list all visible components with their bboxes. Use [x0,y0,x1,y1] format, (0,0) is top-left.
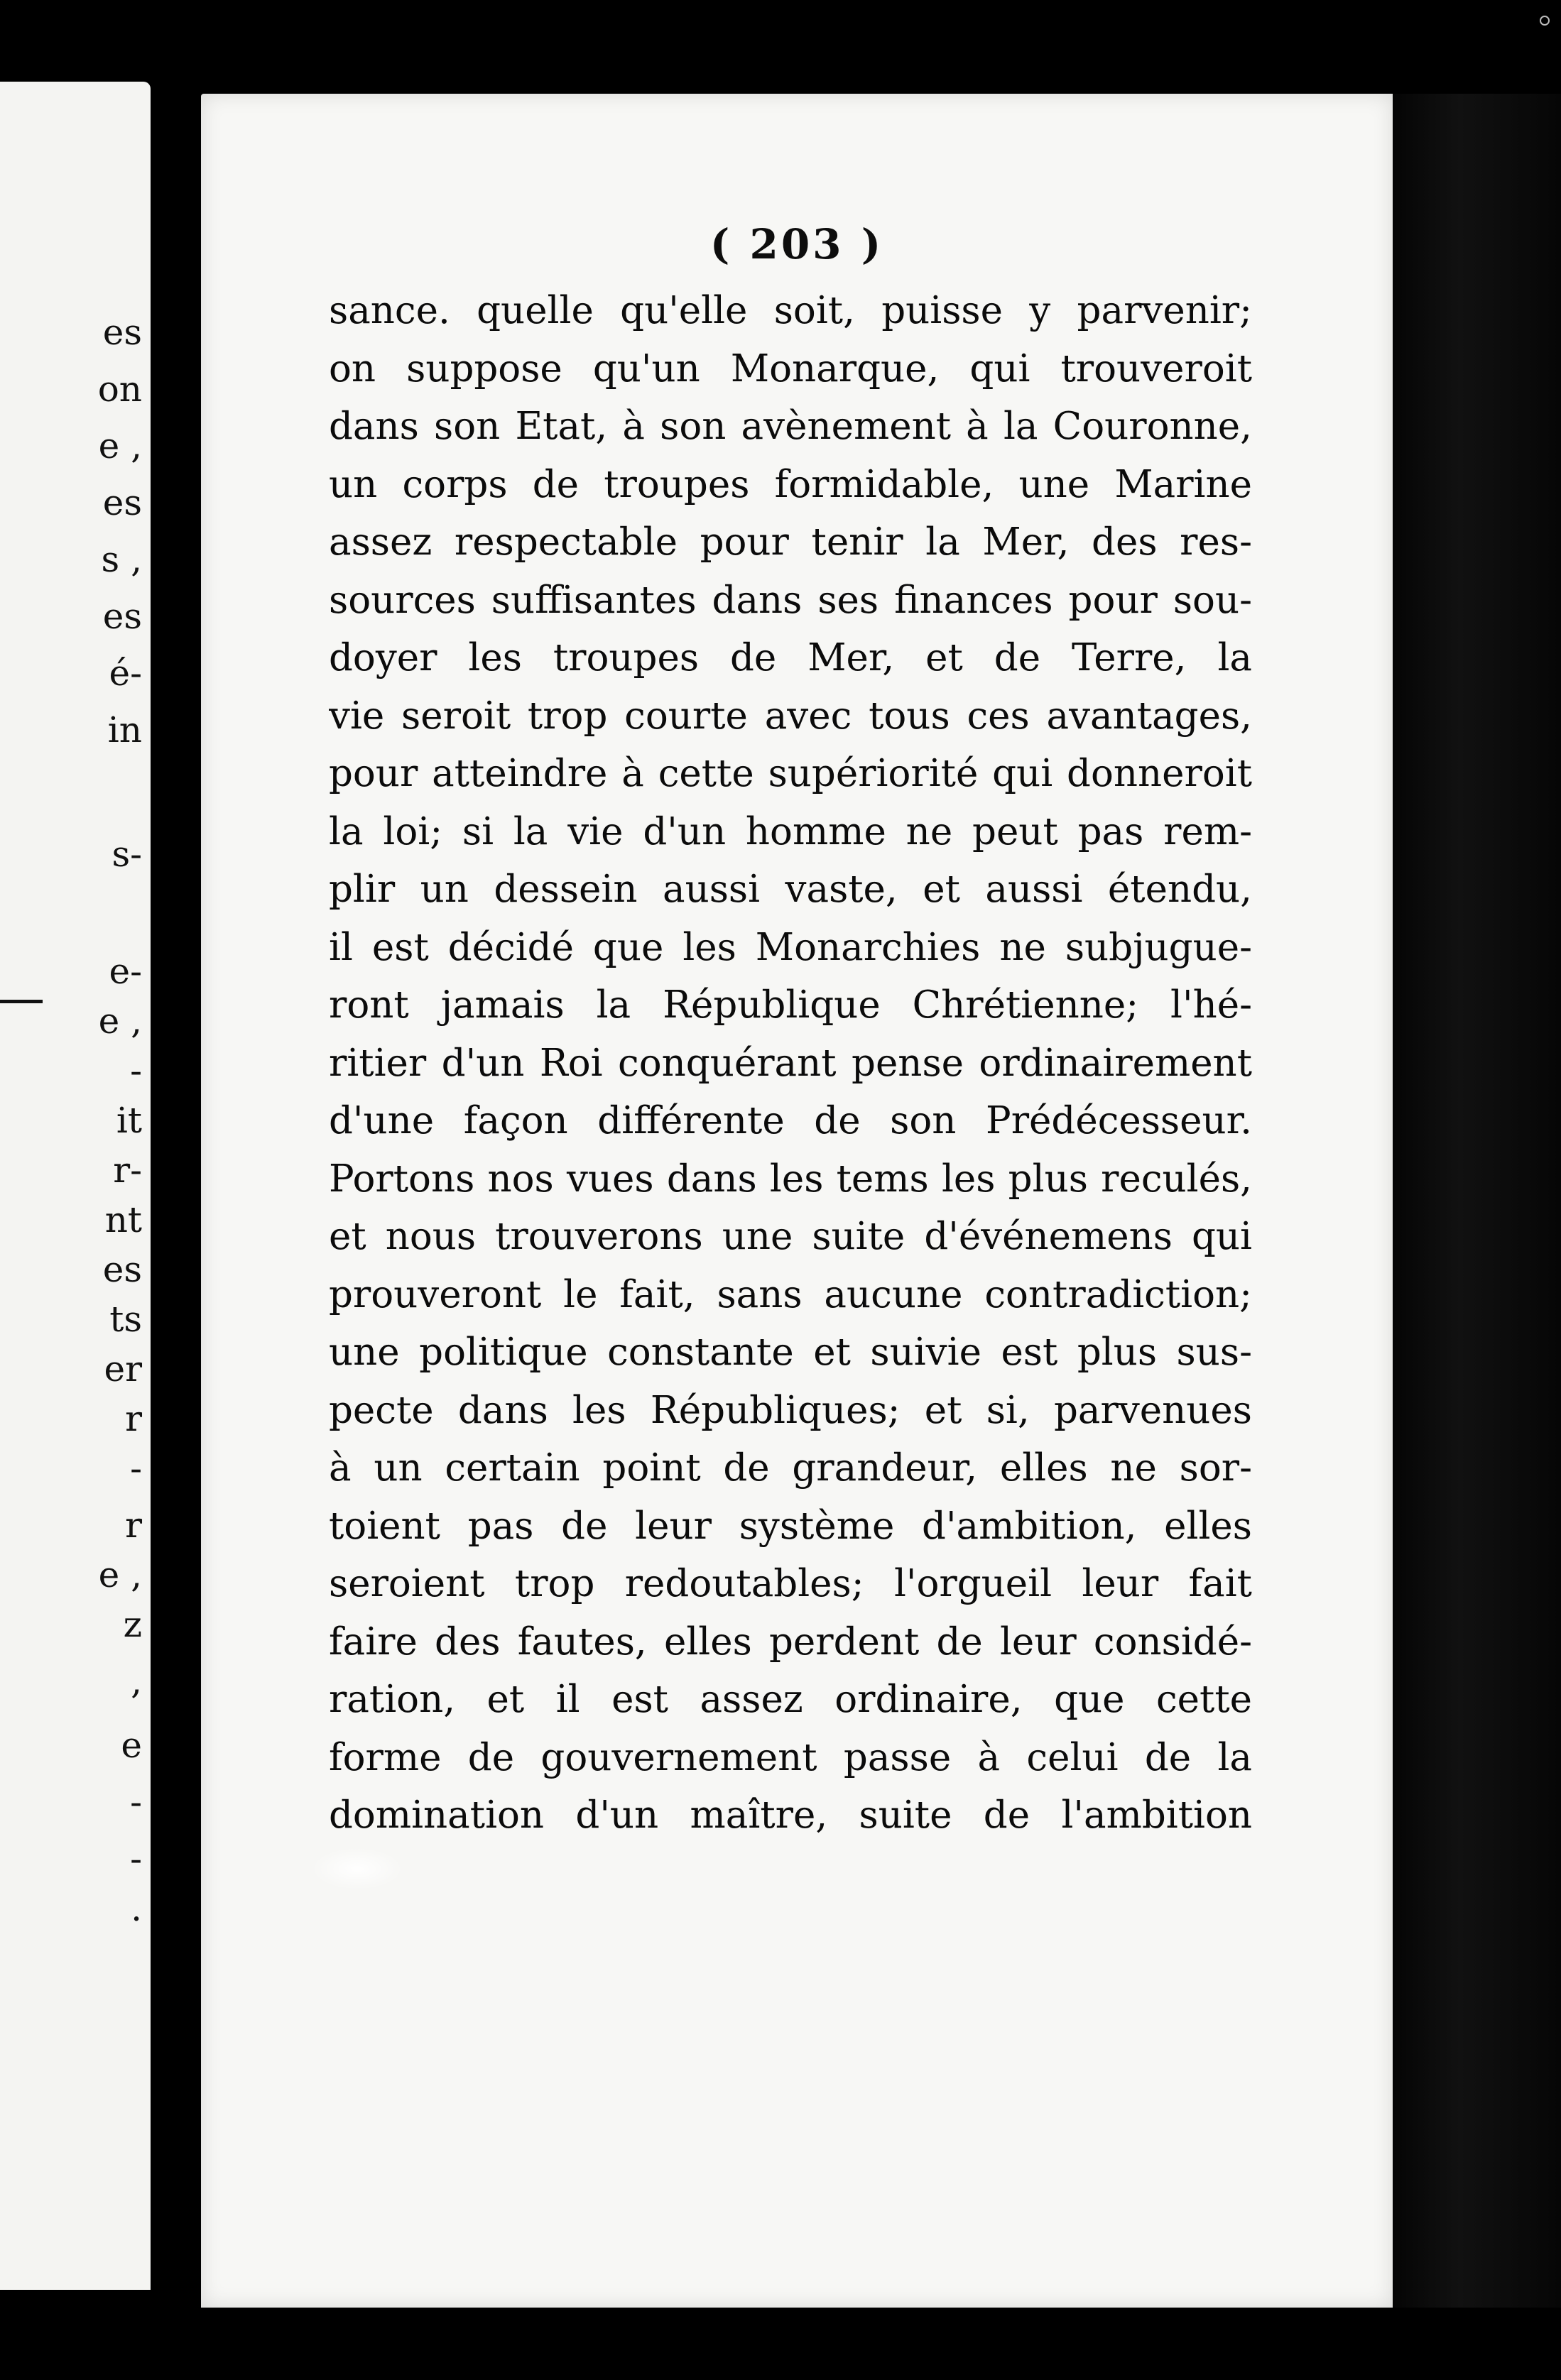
left-page-fragment: e , [98,1554,142,1595]
left-page-fragment: s , [101,539,142,580]
previous-page-edge [0,82,151,2290]
text-line: toient pas de leur système d'ambition, elles [329,1504,1252,1548]
paper-stain [311,1847,403,1890]
text-line: dans son Etat, à son avènement à la Couronne, [329,405,1252,448]
text-line: un corps de troupes formidable, une Marine [329,462,1252,506]
left-page-rule [0,1000,43,1003]
left-page-fragment: er [104,1348,142,1390]
left-page-fragment: es [102,596,142,637]
text-line: pour atteindre à cette supériorité qui donneroit [329,752,1252,795]
left-page-fragment: r [125,1398,142,1439]
text-line: d'une façon différente de son Prédécesseur. [329,1099,1252,1142]
left-page-fragment: es [102,312,142,353]
text-line: prouveront le fait, sans aucune contradiction; [329,1272,1252,1316]
scan-corner-mark [1540,16,1550,26]
left-page-fragment: . [131,1888,142,1929]
text-line: Portons nos vues dans les tems les plus reculés, [329,1157,1252,1201]
book-page [201,94,1393,2308]
left-page-fragment: e [121,1725,142,1766]
text-line: ration, et il est assez ordinaire, que cette [329,1678,1252,1721]
left-page-fragment: es [102,1249,142,1290]
text-line: domination d'un maître, suite de l'ambition [329,1794,1252,1837]
text-line: faire des fautes, elles perdent de leur considé- [329,1620,1252,1664]
left-page-fragment: é- [109,653,142,694]
left-page-fragment: es [102,482,142,523]
left-page-fragment: - [130,1448,142,1489]
left-page-fragment: it [116,1100,142,1141]
left-page-fragment: nt [104,1199,142,1240]
text-line: assez respectable pour tenir la Mer, des res- [329,520,1252,564]
left-page-fragment: on [97,369,142,410]
left-page-fragment: e , [98,425,142,466]
left-page-fragment: e , [98,1000,142,1042]
text-line: on suppose qu'un Monarque, qui trouveroit [329,346,1252,391]
left-page-fragment: r- [113,1150,142,1191]
page-body-text [329,282,1252,1845]
text-line: la loi; si la vie d'un homme ne peut pas rem- [329,809,1252,853]
text-line: ritier d'un Roi conquérant pense ordinairement [329,1041,1252,1085]
left-page-fragment: - [130,1050,142,1091]
text-line: une politique constante et suivie est plus sus- [329,1331,1252,1374]
left-page-fragment: - [130,1838,142,1879]
text-line: sance. quelle qu'elle soit, puisse y parvenir; [329,289,1252,332]
text-line: seroient trop redoutables; l'orgueil leur fait [329,1562,1252,1605]
text-line: forme de gouvernement passe à celui de la [329,1735,1252,1779]
book-edge-shadow [1393,94,1561,2308]
text-line: et nous trouverons une suite d'événemens qui [329,1215,1252,1258]
text-line: à un certain point de grandeur, elles ne sor- [329,1446,1252,1490]
left-page-fragment: r [125,1505,142,1546]
text-line: vie seroit trop courte avec tous ces avantages, [329,694,1252,738]
left-page-fragment: , [131,1661,142,1702]
text-line: ront jamais la République Chrétienne; l'hé- [329,983,1252,1027]
text-line: doyer les troupes de Mer, et de Terre, la [329,636,1252,679]
left-page-fragment: s- [111,834,142,875]
page-number: ( 203 ) [709,220,884,268]
left-page-fragment: - [130,1781,142,1823]
left-page-fragment: z [123,1604,142,1645]
left-page-fragment: ts [109,1299,142,1340]
text-line: plir un dessein aussi vaste, et aussi étendu, [329,868,1252,911]
left-page-fragment: e- [109,951,142,992]
text-line: il est décidé que les Monarchies ne subjugue- [329,925,1252,969]
left-page-fragment: in [107,709,142,750]
text-line: sources suffisantes dans ses finances pour sou- [329,578,1252,622]
text-line: pecte dans les Républiques; et si, parvenues [329,1388,1252,1432]
